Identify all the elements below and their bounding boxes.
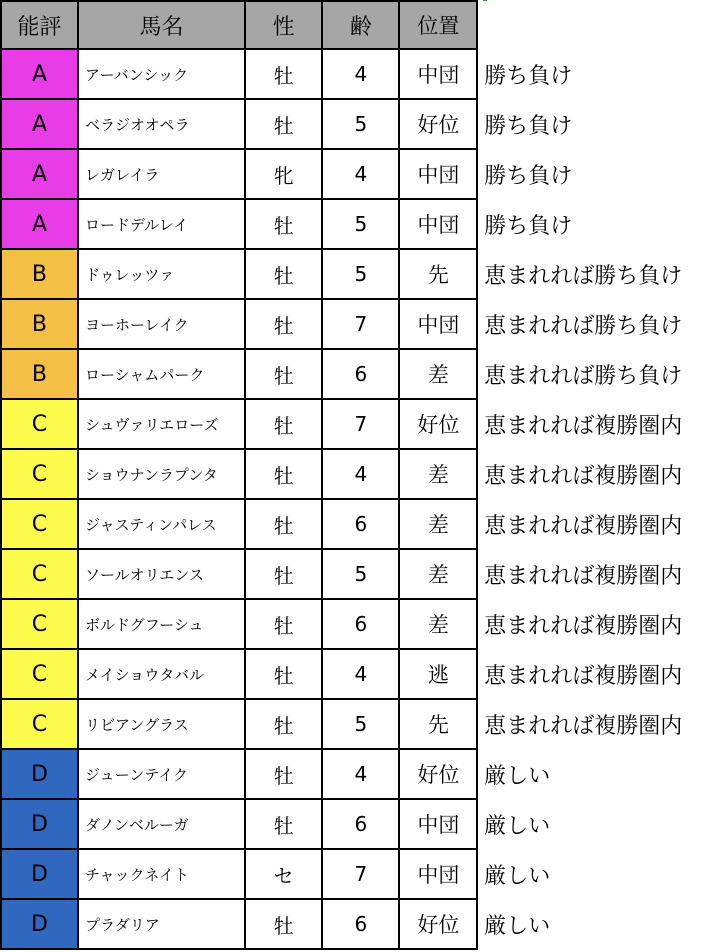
grade-cell[interactable]: C <box>1 499 78 549</box>
age-cell[interactable]: 7 <box>322 399 399 449</box>
table-row <box>1 649 722 699</box>
table-row <box>1 199 722 249</box>
age-cell[interactable]: 6 <box>322 599 399 649</box>
table-row <box>1 799 722 849</box>
header-row <box>1 1 722 49</box>
horse-name-cell[interactable]: プラダリア <box>78 899 245 949</box>
evaluation-cell[interactable]: 厳しい <box>477 849 722 899</box>
sex-cell[interactable]: 牡 <box>245 749 322 799</box>
age-cell[interactable]: 4 <box>322 649 399 699</box>
position-cell[interactable]: 差 <box>399 349 477 399</box>
horse-name-cell[interactable]: リビアングラス <box>78 699 245 749</box>
evaluation-cell[interactable]: 勝ち負け <box>477 199 722 249</box>
table-row <box>1 749 722 799</box>
evaluation-cell[interactable]: 恵まれれば勝ち負け <box>477 299 722 349</box>
grade-cell[interactable]: B <box>1 349 78 399</box>
age-cell[interactable]: 6 <box>322 349 399 399</box>
position-cell[interactable]: 中団 <box>399 849 477 899</box>
sex-cell[interactable]: 牡 <box>245 349 322 399</box>
position-cell[interactable]: 逃 <box>399 649 477 699</box>
position-cell[interactable]: 差 <box>399 549 477 599</box>
table-row <box>1 99 722 149</box>
grade-cell[interactable]: C <box>1 549 78 599</box>
table-row <box>1 549 722 599</box>
sex-cell[interactable]: 牡 <box>245 549 322 599</box>
age-cell[interactable]: 4 <box>322 749 399 799</box>
header-horse-name[interactable]: 馬名 <box>78 1 245 49</box>
horse-name-cell[interactable]: メイショウタバル <box>78 649 245 699</box>
sex-cell[interactable]: 牝 <box>245 149 322 199</box>
grade-cell[interactable]: C <box>1 449 78 499</box>
sex-cell[interactable]: 牡 <box>245 899 322 949</box>
age-cell[interactable]: 6 <box>322 799 399 849</box>
table-row <box>1 449 722 499</box>
grade-cell[interactable]: A <box>1 99 78 149</box>
horse-name-cell[interactable]: アーバンシック <box>78 49 245 99</box>
grade-cell[interactable]: D <box>1 749 78 799</box>
age-cell[interactable]: 4 <box>322 149 399 199</box>
grade-cell[interactable]: D <box>1 799 78 849</box>
horse-name-cell[interactable]: ショウナンラプンタ <box>78 449 245 499</box>
age-cell[interactable]: 5 <box>322 199 399 249</box>
age-cell[interactable]: 6 <box>322 899 399 949</box>
table-row <box>1 399 722 449</box>
grade-cell[interactable]: B <box>1 249 78 299</box>
table-row <box>1 499 722 549</box>
evaluation-cell[interactable]: 厳しい <box>477 899 722 949</box>
horse-name-cell[interactable]: ジューンテイク <box>78 749 245 799</box>
evaluation-cell[interactable]: 勝ち負け <box>477 49 722 99</box>
sex-cell[interactable]: 牡 <box>245 449 322 499</box>
position-cell[interactable]: 差 <box>399 599 477 649</box>
position-cell[interactable]: 中団 <box>399 799 477 849</box>
sex-cell[interactable]: 牡 <box>245 599 322 649</box>
evaluation-cell[interactable]: 恵まれれば複勝圏内 <box>477 399 722 449</box>
evaluation-cell[interactable]: 厳しい <box>477 799 722 849</box>
sex-cell[interactable]: 牡 <box>245 199 322 249</box>
sex-cell[interactable]: 牡 <box>245 499 322 549</box>
age-cell[interactable]: 5 <box>322 549 399 599</box>
horse-name-cell[interactable]: ロードデルレイ <box>78 199 245 249</box>
position-cell[interactable]: 中団 <box>399 49 477 99</box>
header-grade[interactable]: 能評 <box>1 1 78 49</box>
evaluation-cell[interactable]: 恵まれれば複勝圏内 <box>477 599 722 649</box>
grade-cell[interactable]: D <box>1 849 78 899</box>
table-row <box>1 249 722 299</box>
table-row <box>1 599 722 649</box>
sex-cell[interactable]: セ <box>245 849 322 899</box>
table-row <box>1 49 722 99</box>
sex-cell[interactable]: 牡 <box>245 699 322 749</box>
evaluation-cell[interactable]: 恵まれれば複勝圏内 <box>477 699 722 749</box>
evaluation-cell[interactable]: 勝ち負け <box>477 99 722 149</box>
evaluation-cell[interactable]: 恵まれれば複勝圏内 <box>477 499 722 549</box>
sex-cell[interactable]: 牡 <box>245 649 322 699</box>
evaluation-cell[interactable]: 勝ち負け <box>477 149 722 199</box>
grade-cell[interactable]: C <box>1 599 78 649</box>
horse-name-cell[interactable]: ヨーホーレイク <box>78 299 245 349</box>
sex-cell[interactable]: 牡 <box>245 399 322 449</box>
header-evaluation-empty[interactable] <box>477 1 722 49</box>
sex-cell[interactable]: 牡 <box>245 99 322 149</box>
grade-cell[interactable]: A <box>1 149 78 199</box>
sex-cell[interactable]: 牡 <box>245 299 322 349</box>
horse-name-cell[interactable]: レガレイラ <box>78 149 245 199</box>
evaluation-cell[interactable]: 恵まれれば複勝圏内 <box>477 649 722 699</box>
table-row <box>1 299 722 349</box>
evaluation-cell[interactable]: 恵まれれば複勝圏内 <box>477 449 722 499</box>
horse-name-cell[interactable]: ローシャムパーク <box>78 349 245 399</box>
horse-name-cell[interactable]: ドゥレッツァ <box>78 249 245 299</box>
position-cell[interactable]: 好位 <box>399 899 477 949</box>
horse-name-cell[interactable]: チャックネイト <box>78 849 245 899</box>
age-cell[interactable]: 5 <box>322 99 399 149</box>
age-cell[interactable]: 5 <box>322 249 399 299</box>
age-cell[interactable]: 5 <box>322 699 399 749</box>
horse-name-cell[interactable]: ソールオリエンス <box>78 549 245 599</box>
position-cell[interactable]: 好位 <box>399 749 477 799</box>
grade-cell[interactable]: C <box>1 699 78 749</box>
age-cell[interactable]: 7 <box>322 299 399 349</box>
header-age[interactable]: 齢 <box>322 1 399 49</box>
position-cell[interactable]: 好位 <box>399 399 477 449</box>
position-cell[interactable]: 中団 <box>399 149 477 199</box>
horse-name-cell[interactable]: ダノンベルーガ <box>78 799 245 849</box>
grade-cell[interactable]: B <box>1 299 78 349</box>
sex-cell[interactable]: 牡 <box>245 799 322 849</box>
position-cell[interactable]: 好位 <box>399 99 477 149</box>
horse-name-cell[interactable]: ベラジオオペラ <box>78 99 245 149</box>
table-row <box>1 349 722 399</box>
table-row <box>1 899 722 949</box>
grade-cell[interactable]: A <box>1 49 78 99</box>
horse-name-cell[interactable]: ジャスティンパレス <box>78 499 245 549</box>
position-cell[interactable]: 先 <box>399 699 477 749</box>
grade-cell[interactable]: A <box>1 199 78 249</box>
header-position[interactable]: 位置 <box>399 1 477 49</box>
evaluation-cell[interactable]: 厳しい <box>477 749 722 799</box>
header-sex[interactable]: 性 <box>245 1 322 49</box>
sex-cell[interactable]: 牡 <box>245 249 322 299</box>
table-row <box>1 699 722 749</box>
position-cell[interactable]: 差 <box>399 499 477 549</box>
evaluation-cell[interactable]: 恵まれれば複勝圏内 <box>477 549 722 599</box>
age-cell[interactable]: 4 <box>322 49 399 99</box>
position-cell[interactable]: 先 <box>399 249 477 299</box>
table-row <box>1 149 722 199</box>
table-row <box>1 849 722 899</box>
evaluation-cell[interactable]: 恵まれれば勝ち負け <box>477 349 722 399</box>
horse-name-cell[interactable]: シュヴァリエローズ <box>78 399 245 449</box>
grade-cell[interactable]: D <box>1 899 78 949</box>
grade-cell[interactable]: C <box>1 649 78 699</box>
age-cell[interactable]: 6 <box>322 499 399 549</box>
position-cell[interactable]: 中団 <box>399 199 477 249</box>
position-cell[interactable]: 差 <box>399 449 477 499</box>
evaluation-cell[interactable]: 恵まれれば勝ち負け <box>477 249 722 299</box>
horse-name-cell[interactable]: ボルドグフーシュ <box>78 599 245 649</box>
age-cell[interactable]: 4 <box>322 449 399 499</box>
position-cell[interactable]: 中団 <box>399 299 477 349</box>
sex-cell[interactable]: 牡 <box>245 49 322 99</box>
grade-cell[interactable]: C <box>1 399 78 449</box>
age-cell[interactable]: 7 <box>322 849 399 899</box>
